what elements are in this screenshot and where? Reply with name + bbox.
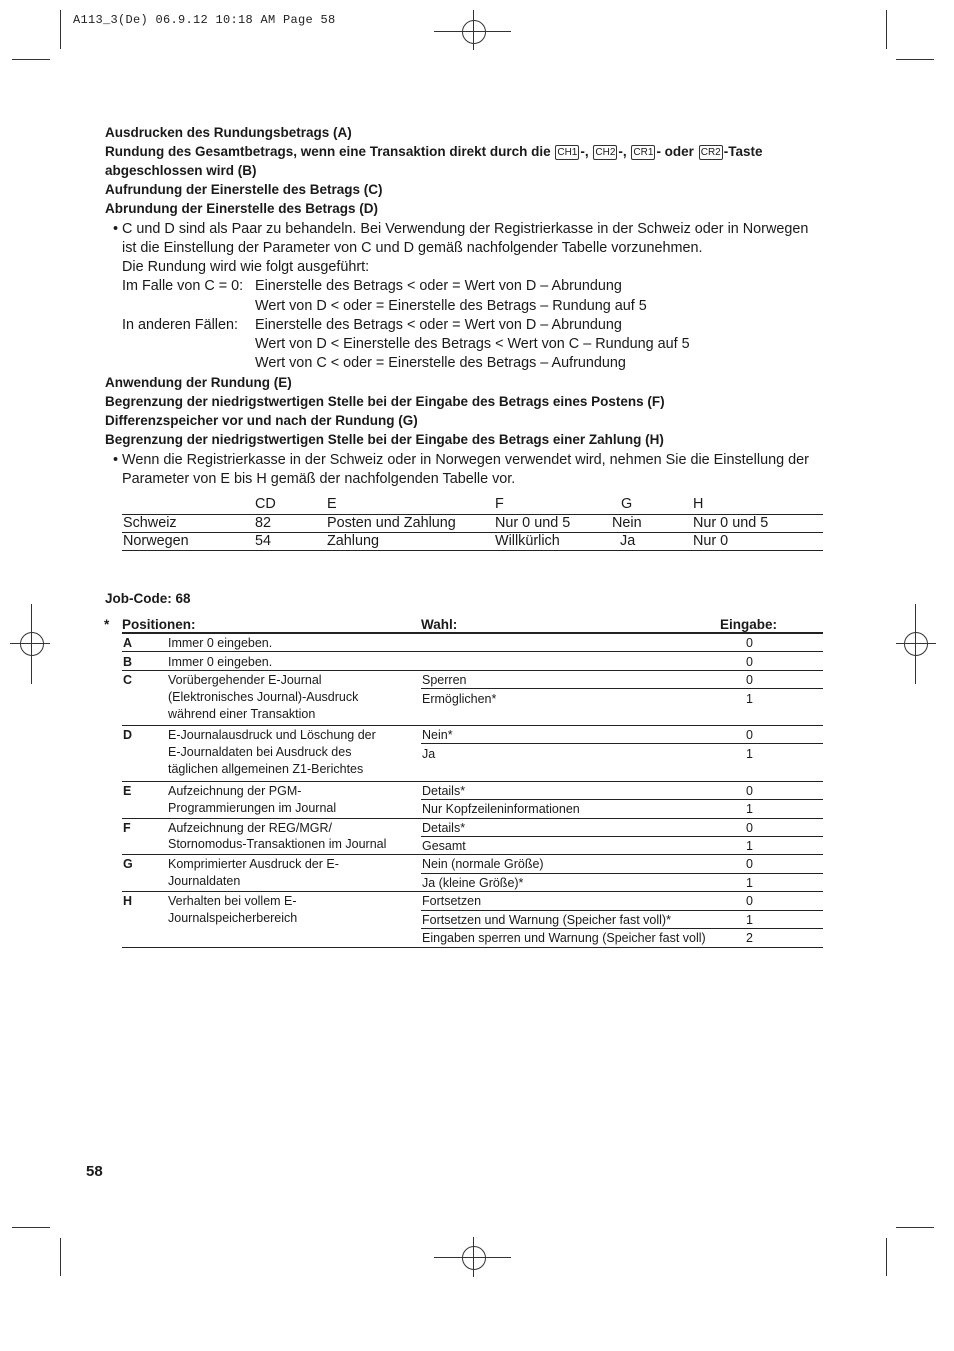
star-marker: * <box>104 617 110 632</box>
bullet1-line3: Die Rundung wird wie folgt ausgeführt: <box>122 259 370 275</box>
row-value: 0 <box>746 673 753 687</box>
row-desc: E-Journaldaten bei Ausdruck des <box>168 745 352 759</box>
row-letter: G <box>123 857 133 871</box>
case1-label: Im Falle von C = 0: <box>122 278 244 294</box>
row-choice: Ermöglichen* <box>422 692 497 706</box>
case2-line: Einerstelle des Betrags < oder = Wert von D – Abrundung <box>255 317 622 333</box>
case1-line: Wert von D < oder = Einerstelle des Betrags – Rundung auf 5 <box>255 298 647 314</box>
row-choice: Details* <box>422 821 466 835</box>
heading-g: Differenzspeicher vor und nach der Rundung (G) <box>105 413 418 428</box>
heading-d: Abrundung der Einerstelle des Betrags (D) <box>105 201 379 216</box>
cr2-key-icon: CR2 <box>700 147 721 158</box>
case2-label: In anderen Fällen: <box>122 317 239 333</box>
row-desc: Aufzeichnung der REG/MGR/ <box>168 821 332 835</box>
row-desc: Programmierungen im Journal <box>168 801 337 815</box>
row-value: 1 <box>746 747 753 761</box>
heading-b-cont: abgeschlossen wird (B) <box>105 163 257 178</box>
row-desc: Aufzeichnung der PGM- <box>168 784 302 798</box>
row-letter: H <box>123 894 133 908</box>
bullet1-line2: ist die Einstellung der Parameter von C und D gemäß nachfolgender Tabelle vorzunehmen. <box>122 240 703 256</box>
row-value: 0 <box>746 784 753 798</box>
heading-f: Begrenzung der niedrigstwertigen Stelle bei der Eingabe des Betrags eines Postens (F) <box>105 394 665 409</box>
row-choice: Fortsetzen und Warnung (Speicher fast voll)* <box>422 913 671 927</box>
heading-h: Begrenzung der niedrigstwertigen Stelle bei der Eingabe des Betrags einer Zahlung (H) <box>105 432 664 447</box>
case2-line: Wert von C < oder = Einerstelle des Betrags – Aufrundung <box>255 355 626 371</box>
row-choice: Nein (normale Größe) <box>422 857 544 871</box>
job-code-title: Job-Code: 68 <box>105 591 191 606</box>
bullet2-line1: • Wenn die Registrierkasse in der Schweiz oder in Norwegen verwendet wird, nehmen Sie die Einstellung der <box>113 452 809 468</box>
case1-line: Einerstelle des Betrags < oder = Wert von D – Abrundung <box>255 278 622 294</box>
case2-line: Wert von D < Einerstelle des Betrags < Wert von C – Rundung auf 5 <box>255 336 690 352</box>
row-choice: Nein* <box>422 728 453 742</box>
row-letter: C <box>123 673 133 687</box>
cr1-key-icon: CR1 <box>633 147 654 158</box>
bullet1-line1: • C und D sind als Paar zu behandeln. Bei Verwendung der Registrierkasse in der Schweiz oder in Norwegen <box>113 221 809 237</box>
row-value: 0 <box>746 857 753 871</box>
row-value: 1 <box>746 802 753 816</box>
row-choice: Gesamt <box>422 839 466 853</box>
page-number: 58 <box>86 1163 103 1180</box>
row-desc: E-Journalausdruck und Löschung der <box>168 728 376 742</box>
row-choice: Eingaben sperren und Warnung (Speicher fast voll) <box>422 931 706 945</box>
table-cell: Nur 0 und 5 <box>693 515 769 531</box>
row-value: 1 <box>746 692 753 706</box>
print-header: A113_3(De) 06.9.12 10:18 AM Page 58 <box>73 13 336 27</box>
heading-e: Anwendung der Rundung (E) <box>105 375 292 390</box>
row-choice: Details* <box>422 784 466 798</box>
table-cell: Nur 0 und 5 <box>495 515 571 531</box>
row-value: 1 <box>746 913 753 927</box>
row-letter: E <box>123 784 132 798</box>
col-positions: Positionen: <box>122 617 196 632</box>
table-cell: Willkürlich <box>495 533 560 549</box>
row-desc: während einer Transaktion <box>168 707 316 721</box>
ch1-key-icon: CH1 <box>557 147 578 158</box>
row-value: 0 <box>746 894 753 908</box>
bullet2-line2: Parameter von E bis H gemäß der nachfolgenden Tabelle vor. <box>122 471 516 487</box>
row-choice: Ja <box>422 747 436 761</box>
row-desc: Vorübergehender E-Journal <box>168 673 322 687</box>
table-header: H <box>693 496 704 512</box>
table-cell: Norwegen <box>123 533 189 549</box>
row-choice: Fortsetzen <box>422 894 482 908</box>
ch2-key-icon: CH2 <box>595 147 616 158</box>
row-choice: Sperren <box>422 673 467 687</box>
row-desc: täglichen allgemeinen Z1-Berichtes <box>168 762 364 776</box>
row-value: 0 <box>746 728 753 742</box>
row-value: 1 <box>746 876 753 890</box>
table-header: E <box>327 496 337 512</box>
table-cell: Zahlung <box>327 533 380 549</box>
row-desc: (Elektronisches Journal)-Ausdruck <box>168 690 359 704</box>
table-cell: Nein <box>612 515 642 531</box>
table-cell: Posten und Zahlung <box>327 515 456 531</box>
col-wahl: Wahl: <box>421 617 458 632</box>
row-desc: Journaldaten <box>168 874 241 888</box>
row-letter: F <box>123 821 131 835</box>
row-desc: Immer 0 eingeben. <box>168 636 273 650</box>
col-eingabe: Eingabe: <box>720 617 778 632</box>
row-value: 0 <box>746 821 753 835</box>
row-desc: Immer 0 eingeben. <box>168 655 273 669</box>
table-header: G <box>621 496 633 512</box>
heading-c: Aufrundung der Einerstelle des Betrags (C) <box>105 182 383 197</box>
heading-b: Rundung des Gesamtbetrags, wenn eine Transaktion direkt durch die CH1 -, CH2 -, CR1 - oder CR2 -Taste <box>105 144 763 159</box>
row-choice: Ja (kleine Größe)* <box>422 876 524 890</box>
row-letter: B <box>123 655 133 669</box>
table-cell: Ja <box>620 533 636 549</box>
table-cell: 54 <box>255 533 272 549</box>
row-letter: A <box>123 636 133 650</box>
table-cell: Schweiz <box>123 515 177 531</box>
heading-a: Ausdrucken des Rundungsbetrags (A) <box>105 125 352 140</box>
row-desc: Verhalten bei vollem E- <box>168 894 297 908</box>
row-value: 1 <box>746 839 753 853</box>
table-header: CD <box>255 496 276 512</box>
table-cell: 82 <box>255 515 272 531</box>
row-value: 2 <box>746 931 753 945</box>
row-desc: Komprimierter Ausdruck der E- <box>168 857 339 871</box>
row-desc: Journalspeicherbereich <box>168 911 298 925</box>
row-desc: Stornomodus-Transaktionen im Journal <box>168 837 387 851</box>
table-header: F <box>495 496 504 512</box>
row-choice: Nur Kopfzeileninformationen <box>422 802 580 816</box>
row-letter: D <box>123 728 133 742</box>
row-value: 0 <box>746 636 753 650</box>
table-cell: Nur 0 <box>693 533 729 549</box>
row-value: 0 <box>746 655 753 669</box>
